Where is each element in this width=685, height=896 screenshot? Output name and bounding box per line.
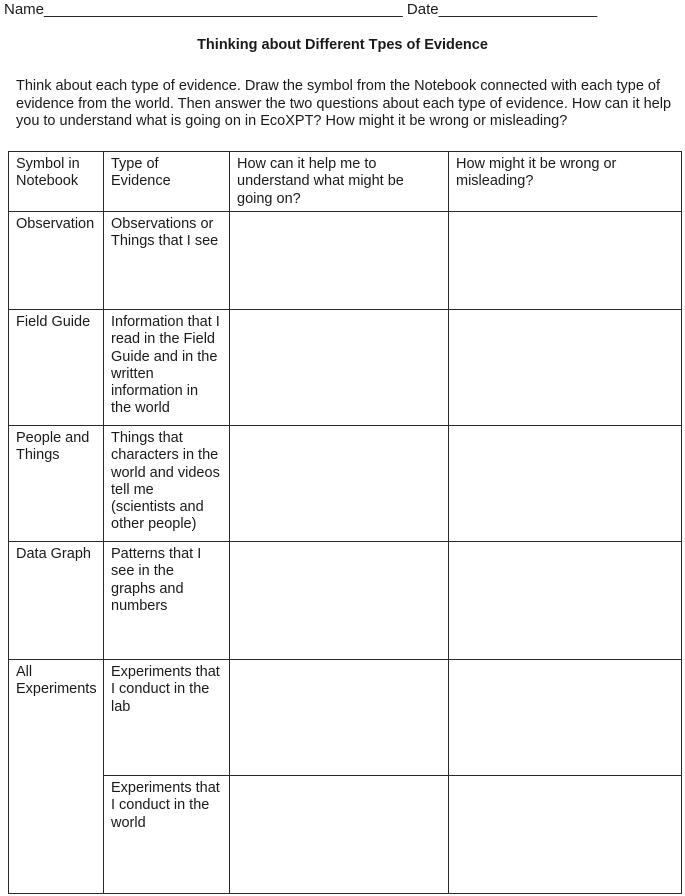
- evidence-type-cell: Experiments that I conduct in the world: [104, 776, 230, 894]
- date-label: Date: [406, 1, 439, 18]
- table-row: [9, 426, 682, 542]
- evidence-type-cell: Patterns that I see in the graphs and numbers: [104, 542, 230, 660]
- worksheet-title: Thinking about Different Tpes of Evidence: [197, 37, 488, 53]
- name-blank[interactable]: ___________________________________________: [44, 1, 403, 18]
- misleading-answer-cell[interactable]: [449, 776, 682, 894]
- misleading-answer-cell[interactable]: [449, 310, 682, 426]
- help-answer-cell[interactable]: [230, 542, 449, 660]
- name-label: Name: [4, 1, 45, 18]
- column-header-help: How can it help me to understand what might be going on?: [230, 152, 449, 212]
- help-answer-cell[interactable]: [230, 776, 449, 894]
- name-date-line: [4, 1, 685, 18]
- column-header-type: Type of Evidence: [104, 152, 230, 212]
- help-answer-cell[interactable]: [230, 426, 449, 542]
- evidence-table: [8, 151, 682, 894]
- misleading-answer-cell[interactable]: [449, 212, 682, 310]
- evidence-type-cell: Things that characters in the world and videos tell me (scientists and other people): [104, 426, 230, 542]
- help-answer-cell[interactable]: [230, 310, 449, 426]
- symbol-cell: People and Things: [9, 426, 104, 542]
- evidence-type-cell: Experiments that I conduct in the lab: [104, 660, 230, 776]
- instructions: Think about each type of evidence. Draw the symbol from the Notebook connected with each type of evidence from the world. Then answer the two questions about each type of evidence. How can it help you to understand what is going on in EcoXPT? How might it be wrong or misleading?: [16, 78, 672, 129]
- table-row: [9, 212, 682, 310]
- symbol-cell: Field Guide: [9, 310, 104, 426]
- misleading-answer-cell[interactable]: [449, 660, 682, 776]
- evidence-type-cell: Information that I read in the Field Guide and in the written information in the world: [104, 310, 230, 426]
- symbol-cell: All Experiments: [9, 660, 104, 894]
- help-answer-cell[interactable]: [230, 660, 449, 776]
- help-answer-cell[interactable]: [230, 212, 449, 310]
- table-row: [9, 542, 682, 660]
- column-header-misleading: How might it be wrong or misleading?: [449, 152, 682, 212]
- evidence-type-cell: Observations or Things that I see: [104, 212, 230, 310]
- misleading-answer-cell[interactable]: [449, 426, 682, 542]
- date-blank[interactable]: ___________________: [438, 1, 598, 18]
- table-row: [9, 310, 682, 426]
- symbol-cell: Observation: [9, 212, 104, 310]
- table-row: [9, 776, 682, 894]
- symbol-cell: Data Graph: [9, 542, 104, 660]
- table-header-row: [9, 152, 682, 212]
- table-row: [9, 660, 682, 776]
- column-header-symbol: Symbol in Notebook: [9, 152, 104, 212]
- misleading-answer-cell[interactable]: [449, 542, 682, 660]
